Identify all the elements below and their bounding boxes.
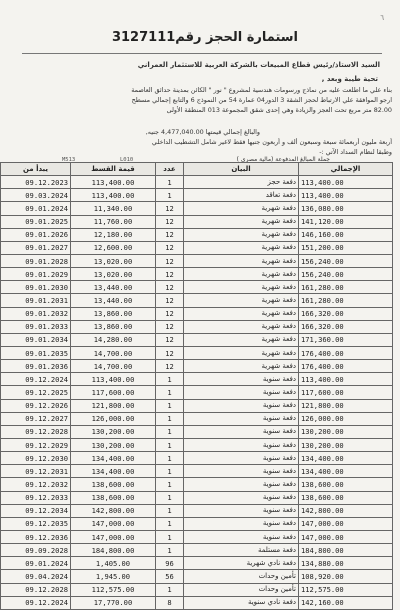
cell-total: 136,080.00 [299,202,393,215]
table-row [1,425,393,438]
cell-amount: 1,945.00 [71,570,156,583]
cell-count: 12 [156,333,184,346]
cell-amount: 112,575.00 [71,583,156,596]
column-header-count: عدد [156,163,184,176]
cell-type: دفعة سنوية [184,478,299,491]
cell-type: دفعة شهرية [184,281,299,294]
cell-date: 09.12.2030 [1,452,71,465]
cell-total: 134,880.00 [299,557,393,570]
cell-total: 161,280.00 [299,294,393,307]
cell-amount: 138,600.00 [71,491,156,504]
cell-date: 09.12.2024 [1,373,71,386]
cell-amount: 13,020.00 [71,268,156,281]
cell-date: 09.12.2024 [1,596,71,609]
cell-amount: 117,600.00 [71,386,156,399]
cell-count: 1 [156,412,184,425]
cell-amount: 14,280.00 [71,333,156,346]
cell-amount: 134,400.00 [71,452,156,465]
cell-type: دفعة سنوية [184,412,299,425]
cell-total: 126,000.00 [299,412,393,425]
cell-date: 09.04.2024 [1,570,71,583]
cell-total: 138,600.00 [299,478,393,491]
price-line-1: والبالغ إجمالي قيمتها 4,477,040.00 جنيه, [145,128,260,136]
cell-amount: 17,770.00 [71,596,156,609]
title-divider [22,53,382,54]
cell-amount: 126,000.00 [71,412,156,425]
cell-total: 130,200.00 [299,438,393,451]
table-row [1,530,393,543]
cell-date: 09.01.2031 [1,294,71,307]
cell-total: 184,800.00 [299,544,393,557]
cell-count: 1 [156,386,184,399]
cell-total: 166,320.00 [299,320,393,333]
cell-count: 12 [156,241,184,254]
cell-type: دفعة سنوية [184,465,299,478]
table-row [1,228,393,241]
cell-type: دفعة شهرية [184,294,299,307]
cell-type: دفعة حجز [184,176,299,189]
cell-date: 09.01.2034 [1,333,71,346]
cell-date: 09.01.2026 [1,228,71,241]
cell-total: 151,200.00 [299,241,393,254]
table-row [1,465,393,478]
cell-count: 1 [156,491,184,504]
cell-date: 09.01.2030 [1,281,71,294]
cell-count: 1 [156,452,184,465]
cell-count: 12 [156,307,184,320]
cell-date: 09.12.2023 [1,176,71,189]
table-row [1,241,393,254]
cell-type: دفعة تعاقد [184,189,299,202]
cell-total: 130,200.00 [299,425,393,438]
cell-date: 09.01.2035 [1,346,71,359]
cell-count: 12 [156,202,184,215]
addressee-line: السيد الاستاذ/رئيس قطاع المبيعات بالشركة العربية للاستثمار العمراني [137,61,380,69]
cell-total: 134,400.00 [299,452,393,465]
cell-total: 113,400.00 [299,189,393,202]
cell-type: تأمين وحدات [184,570,299,583]
table-row [1,583,393,596]
cell-total: 108,920.00 [299,570,393,583]
cell-type: دفعة شهرية [184,360,299,373]
cell-count: 12 [156,281,184,294]
cell-type: دفعة شهرية [184,307,299,320]
cell-count: 1 [156,530,184,543]
table-row [1,176,393,189]
cell-count: 1 [156,438,184,451]
cell-amount: 147,000.00 [71,530,156,543]
cell-total: 161,280.00 [299,281,393,294]
cell-type: دفعة سنوية [184,425,299,438]
cell-total: 166,320.00 [299,307,393,320]
cell-date: 09.12.2026 [1,399,71,412]
cell-amount: 130,200.00 [71,425,156,438]
cell-total: 176,400.00 [299,346,393,359]
cell-type: دفعة سنوية [184,517,299,530]
table-row [1,294,393,307]
cell-count: 12 [156,360,184,373]
intro-line-4: ارجو الموافقة علي الارتباط لحجز الشقة 3 الدور04 عمارة 54 من النموذج 6 والتابع إجمالي مسطح [131,96,392,104]
table-row [1,215,393,228]
cell-type: دفعة شهرية [184,268,299,281]
cell-date: 09.09.2028 [1,544,71,557]
cell-total: 117,600.00 [299,386,393,399]
cell-date: 09.01.2032 [1,307,71,320]
cell-total: 147,000.00 [299,517,393,530]
table-row [1,557,393,570]
column-header-total: الإجمالي [299,163,393,176]
cell-amount: 130,200.00 [71,438,156,451]
cell-total: 156,240.00 [299,268,393,281]
table-row [1,438,393,451]
cell-count: 12 [156,268,184,281]
cell-amount: 13,440.00 [71,294,156,307]
cell-date: 09.01.2028 [1,254,71,267]
cell-date: 09.01.2029 [1,268,71,281]
payment-schedule-table [0,162,393,610]
cell-count: 1 [156,189,184,202]
column-header-type: البيان [184,163,299,176]
table-row [1,544,393,557]
table-row [1,320,393,333]
cell-type: تأمين وحدات [184,583,299,596]
cell-count: 12 [156,294,184,307]
cell-type: دفعة شهرية [184,320,299,333]
cell-type: دفعة مستلمة [184,544,299,557]
cell-total: 113,400.00 [299,373,393,386]
cell-total: 134,400.00 [299,465,393,478]
cell-total: 113,400.00 [299,176,393,189]
cell-count: 1 [156,176,184,189]
cell-total: 121,800.00 [299,399,393,412]
table-row [1,452,393,465]
cell-count: 12 [156,254,184,267]
cell-date: 09.12.2034 [1,504,71,517]
cell-amount: 12,600.00 [71,241,156,254]
cell-count: 12 [156,228,184,241]
cell-type: دفعة شهرية [184,346,299,359]
cell-count: 1 [156,583,184,596]
cell-total: 156,240.00 [299,254,393,267]
price-line-2: أربعة مليون أربعمائة سبعة وسبعون ألف و أربعون جنيها فقط لاغير شامل التشطيب الداخلي [151,138,392,146]
cell-amount: 13,440.00 [71,281,156,294]
cell-count: 12 [156,346,184,359]
table-header-row [1,163,393,176]
cell-amount: 11,760.00 [71,215,156,228]
cell-count: 8 [156,596,184,609]
table-row [1,517,393,530]
cell-type: دفعة شهرية [184,215,299,228]
table-row [1,307,393,320]
cell-type: دفعة شهرية [184,333,299,346]
cell-type: دفعة سنوية [184,399,299,412]
table-section-title: جملة المبالغ المدفوعة (مالية مصري ) [236,156,330,163]
cell-date: 09.12.2035 [1,517,71,530]
cell-date: 09.12.2031 [1,465,71,478]
cell-date: 09.12.2036 [1,530,71,543]
greeting-line: تحية طيبة وبعد , [321,75,378,83]
cell-type: دفعة نادي شهرية [184,557,299,570]
cell-total: 142,160.00 [299,596,393,609]
cell-type: دفعة سنوية [184,452,299,465]
cell-date: 09.12.2029 [1,438,71,451]
cell-date: 09.12.2027 [1,412,71,425]
intro-line-3: بناء علي ما اطلعت عليه من نماذج ورسومات هندسية لمشروع " نور " الكائن بمدينة حدائق العاصمة [131,86,392,94]
cell-total: 138,600.00 [299,491,393,504]
table-row [1,333,393,346]
table-row [1,596,393,609]
cell-type: دفعة سنوية [184,373,299,386]
page-title: استمارة الحجز رقم3127111 [111,30,299,45]
cell-amount: 14,700.00 [71,346,156,359]
cell-date: 09.12.2033 [1,491,71,504]
cell-date: 09.01.2025 [1,215,71,228]
cell-date: 09.01.2027 [1,241,71,254]
cell-amount: 1,405.00 [71,557,156,570]
cell-total: 112,575.00 [299,583,393,596]
cell-type: دفعة شهرية [184,241,299,254]
cell-count: 1 [156,544,184,557]
cell-count: 1 [156,425,184,438]
cell-amount: 121,800.00 [71,399,156,412]
cell-type: دفعة سنوية [184,491,299,504]
cell-count: 1 [156,399,184,412]
intro-line-5: 82.00 متر مربع تحت العجز والزيادة وهي إحدى شقق المجموعة 013 المنطقة الأولى [166,106,392,114]
cell-type: دفعة سنوية [184,530,299,543]
cell-count: 56 [156,570,184,583]
cell-amount: 184,800.00 [71,544,156,557]
cell-type: دفعة نادي سنوية [184,596,299,609]
column-header-amount: قيمة القسط [71,163,156,176]
cell-amount: 138,600.00 [71,478,156,491]
cell-total: 146,160.00 [299,228,393,241]
table-row [1,478,393,491]
cell-amount: 13,860.00 [71,307,156,320]
cell-total: 141,120.00 [299,215,393,228]
cell-date: 09.12.2028 [1,425,71,438]
cell-type: دفعة سنوية [184,438,299,451]
table-code-left: M513 [62,157,76,163]
cell-date: 09.01.2033 [1,320,71,333]
cell-date: 09.12.2032 [1,478,71,491]
cell-count: 1 [156,373,184,386]
cell-date: 09.01.2036 [1,360,71,373]
cell-amount: 134,400.00 [71,465,156,478]
cell-total: 176,400.00 [299,360,393,373]
cell-total: 142,800.00 [299,504,393,517]
cell-total: 171,360.00 [299,333,393,346]
table-row [1,399,393,412]
cell-amount: 13,020.00 [71,254,156,267]
table-row [1,491,393,504]
table-row [1,189,393,202]
table-row [1,386,393,399]
cell-date: 09.01.2024 [1,202,71,215]
cell-date: 09.01.2024 [1,557,71,570]
cell-type: دفعة سنوية [184,386,299,399]
table-row [1,346,393,359]
table-row [1,373,393,386]
table-row [1,360,393,373]
cell-count: 1 [156,478,184,491]
cell-amount: 147,000.00 [71,517,156,530]
cell-type: دفعة شهرية [184,254,299,267]
table-row [1,412,393,425]
cell-count: 1 [156,504,184,517]
cell-amount: 12,180.00 [71,228,156,241]
cell-count: 12 [156,320,184,333]
cell-amount: 11,340.00 [71,202,156,215]
cell-count: 96 [156,557,184,570]
table-row [1,254,393,267]
table-row [1,202,393,215]
cell-count: 12 [156,215,184,228]
cell-type: دفعة شهرية [184,202,299,215]
table-code-right: L010 [120,157,134,163]
table-row [1,268,393,281]
column-header-date: يبدأ من [1,163,71,176]
cell-amount: 13,860.00 [71,320,156,333]
page-mark: ٦ [380,14,384,22]
cell-total: 147,000.00 [299,530,393,543]
price-line-3: وطبقا لنظام السداد الآتي :- [319,148,392,156]
cell-count: 1 [156,465,184,478]
cell-amount: 113,400.00 [71,176,156,189]
table-row [1,281,393,294]
cell-amount: 14,700.00 [71,360,156,373]
cell-date: 09.12.2028 [1,583,71,596]
cell-amount: 142,800.00 [71,504,156,517]
cell-count: 1 [156,517,184,530]
cell-date: 09.03.2024 [1,189,71,202]
cell-type: دفعة سنوية [184,504,299,517]
table-row [1,570,393,583]
cell-amount: 113,400.00 [71,189,156,202]
cell-amount: 113,400.00 [71,373,156,386]
cell-date: 09.12.2025 [1,386,71,399]
table-row [1,504,393,517]
cell-type: دفعة شهرية [184,228,299,241]
